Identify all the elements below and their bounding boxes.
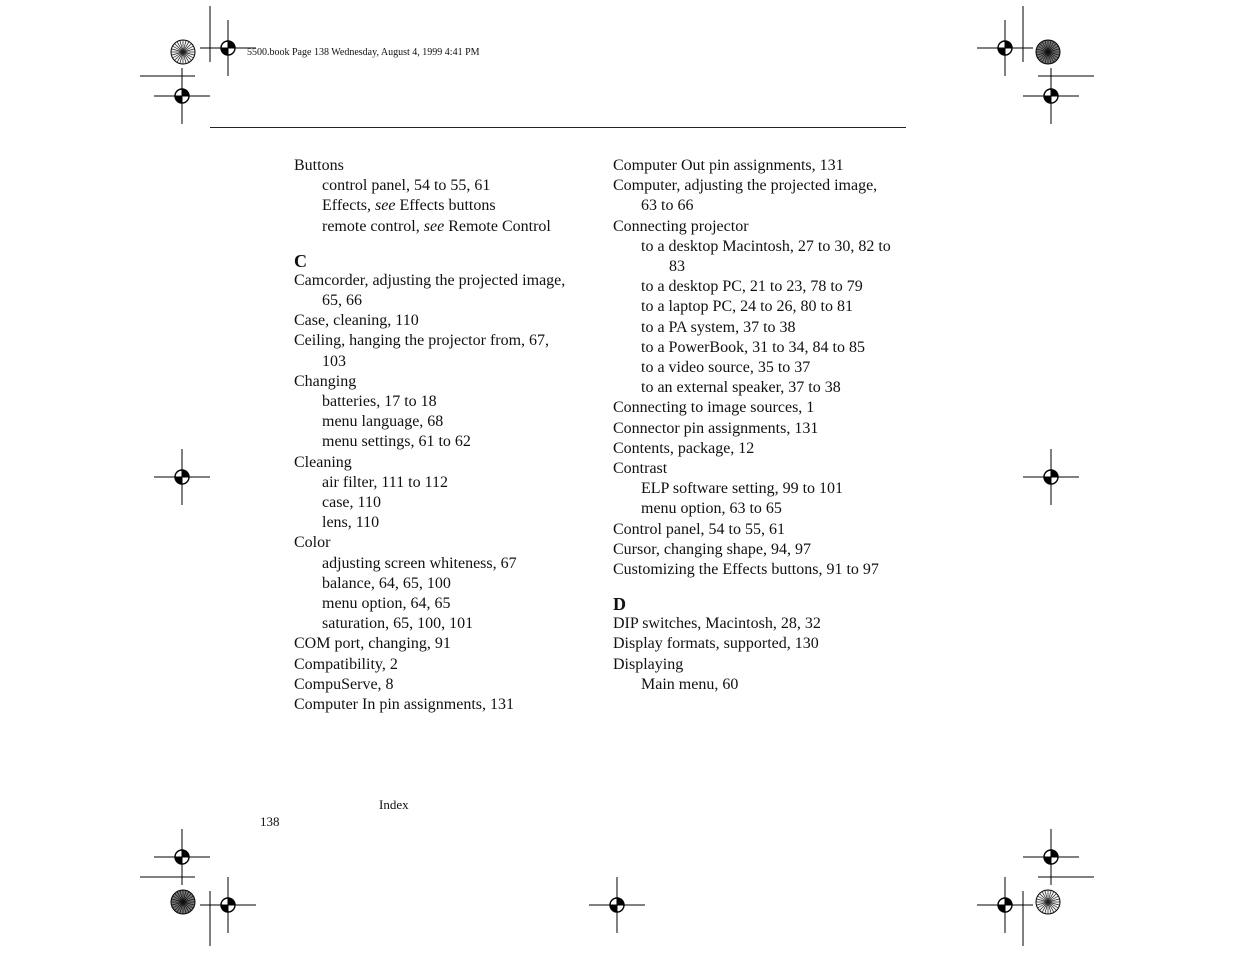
index-entry: Changing [294, 372, 357, 390]
footer-section-label: Index [379, 797, 409, 812]
color-target-top-left [171, 40, 195, 64]
index-subentry: to an external speaker, 37 to 38 [641, 379, 841, 397]
index-entry: Control panel, 54 to 55, 61 [613, 520, 785, 538]
index-entry: Connecting to image sources, 1 [613, 399, 815, 417]
index-subentry: saturation, 65, 100, 101 [322, 615, 474, 633]
index-column-right [613, 156, 913, 695]
index-entry-continued: 63 to 66 [641, 197, 694, 215]
index-entry: Display formats, supported, 130 [613, 635, 819, 653]
index-entry: Customizing the Effects buttons, 91 to 97 [613, 561, 879, 579]
index-subentry: menu language, 68 [322, 413, 444, 431]
index-subentry: case, 110 [322, 494, 381, 512]
index-entry: Computer Out pin assignments, 131 [613, 157, 844, 174]
index-entry: Contrast [613, 460, 668, 478]
index-entry: Camcorder, adjusting the projected image, [294, 271, 566, 289]
index-subentry: ELP software setting, 99 to 101 [641, 480, 844, 498]
registration-mark-bottom-center [589, 877, 645, 933]
index-subentry-effects: Effects, see Effects buttons [322, 197, 496, 215]
index-subentry: to a desktop Macintosh, 27 to 30, 82 to [641, 237, 891, 255]
registration-mark-bottom-right [977, 877, 1033, 933]
index-entry: Cursor, changing shape, 94, 97 [613, 540, 811, 558]
index-entry: Contents, package, 12 [613, 439, 755, 457]
index-subentry: batteries, 17 to 18 [322, 393, 437, 411]
index-subentry-remote: remote control, see Remote Control [322, 217, 551, 235]
index-subentry: lens, 110 [322, 514, 380, 532]
registration-mark-bottom-left [200, 877, 256, 933]
index-entry: Computer, adjusting the projected image, [613, 177, 878, 195]
index-entry: Color [294, 534, 331, 552]
index-subentry: to a PA system, 37 to 38 [641, 318, 796, 336]
index-subentry: Main menu, 60 [641, 675, 739, 693]
color-target-top-right [1036, 40, 1060, 64]
index-entry: COM port, changing, 91 [294, 635, 451, 653]
section-letter-d: D [613, 594, 626, 615]
index-entry: Displaying [613, 655, 684, 673]
index-entry: Ceiling, hanging the projector from, 67, [294, 332, 550, 350]
index-subentry: control panel, 54 to 55, 61 [322, 177, 491, 195]
registration-mark-mid-right [1023, 449, 1079, 505]
print-slug: 5500.book Page 138 Wednesday, August 4, 1999 4:41 PM [247, 47, 480, 58]
color-target-bottom-left [171, 890, 195, 914]
index-column-left [294, 156, 594, 715]
index-entry: Computer In pin assignments, 131 [294, 696, 514, 714]
registration-mark-mid-left [154, 449, 210, 505]
index-subentry-continued: 83 [669, 258, 685, 276]
index-entry: Case, cleaning, 110 [294, 312, 419, 330]
index-entry-continued: 103 [322, 352, 346, 370]
index-subentry: to a desktop PC, 21 to 23, 78 to 79 [641, 278, 863, 296]
index-subentry: balance, 64, 65, 100 [322, 574, 451, 592]
index-entry-continued: 65, 66 [322, 292, 362, 310]
index-entry-buttons: Buttons [294, 157, 344, 174]
index-subentry: air filter, 111 to 112 [322, 473, 448, 491]
section-letter-c: C [294, 250, 307, 271]
index-subentry: menu option, 63 to 65 [641, 500, 782, 518]
color-target-bottom-right [1036, 890, 1060, 914]
header-rule [210, 127, 906, 128]
index-subentry: to a laptop PC, 24 to 26, 80 to 81 [641, 298, 853, 316]
index-entry: Cleaning [294, 453, 352, 471]
index-entry: Connecting projector [613, 217, 749, 235]
index-subentry: menu settings, 61 to 62 [322, 433, 471, 451]
registration-mark-top-right [977, 20, 1033, 76]
index-subentry: menu option, 64, 65 [322, 595, 451, 613]
index-subentry: to a video source, 35 to 37 [641, 359, 811, 377]
index-entry: CompuServe, 8 [294, 675, 394, 693]
index-subentry: adjusting screen whiteness, 67 [322, 554, 517, 572]
index-entry: Connector pin assignments, 131 [613, 419, 819, 437]
index-entry: Compatibility, 2 [294, 655, 398, 673]
index-subentry: to a PowerBook, 31 to 34, 84 to 85 [641, 338, 865, 356]
index-entry: DIP switches, Macintosh, 28, 32 [613, 615, 821, 633]
page-number: 138 [260, 814, 280, 829]
